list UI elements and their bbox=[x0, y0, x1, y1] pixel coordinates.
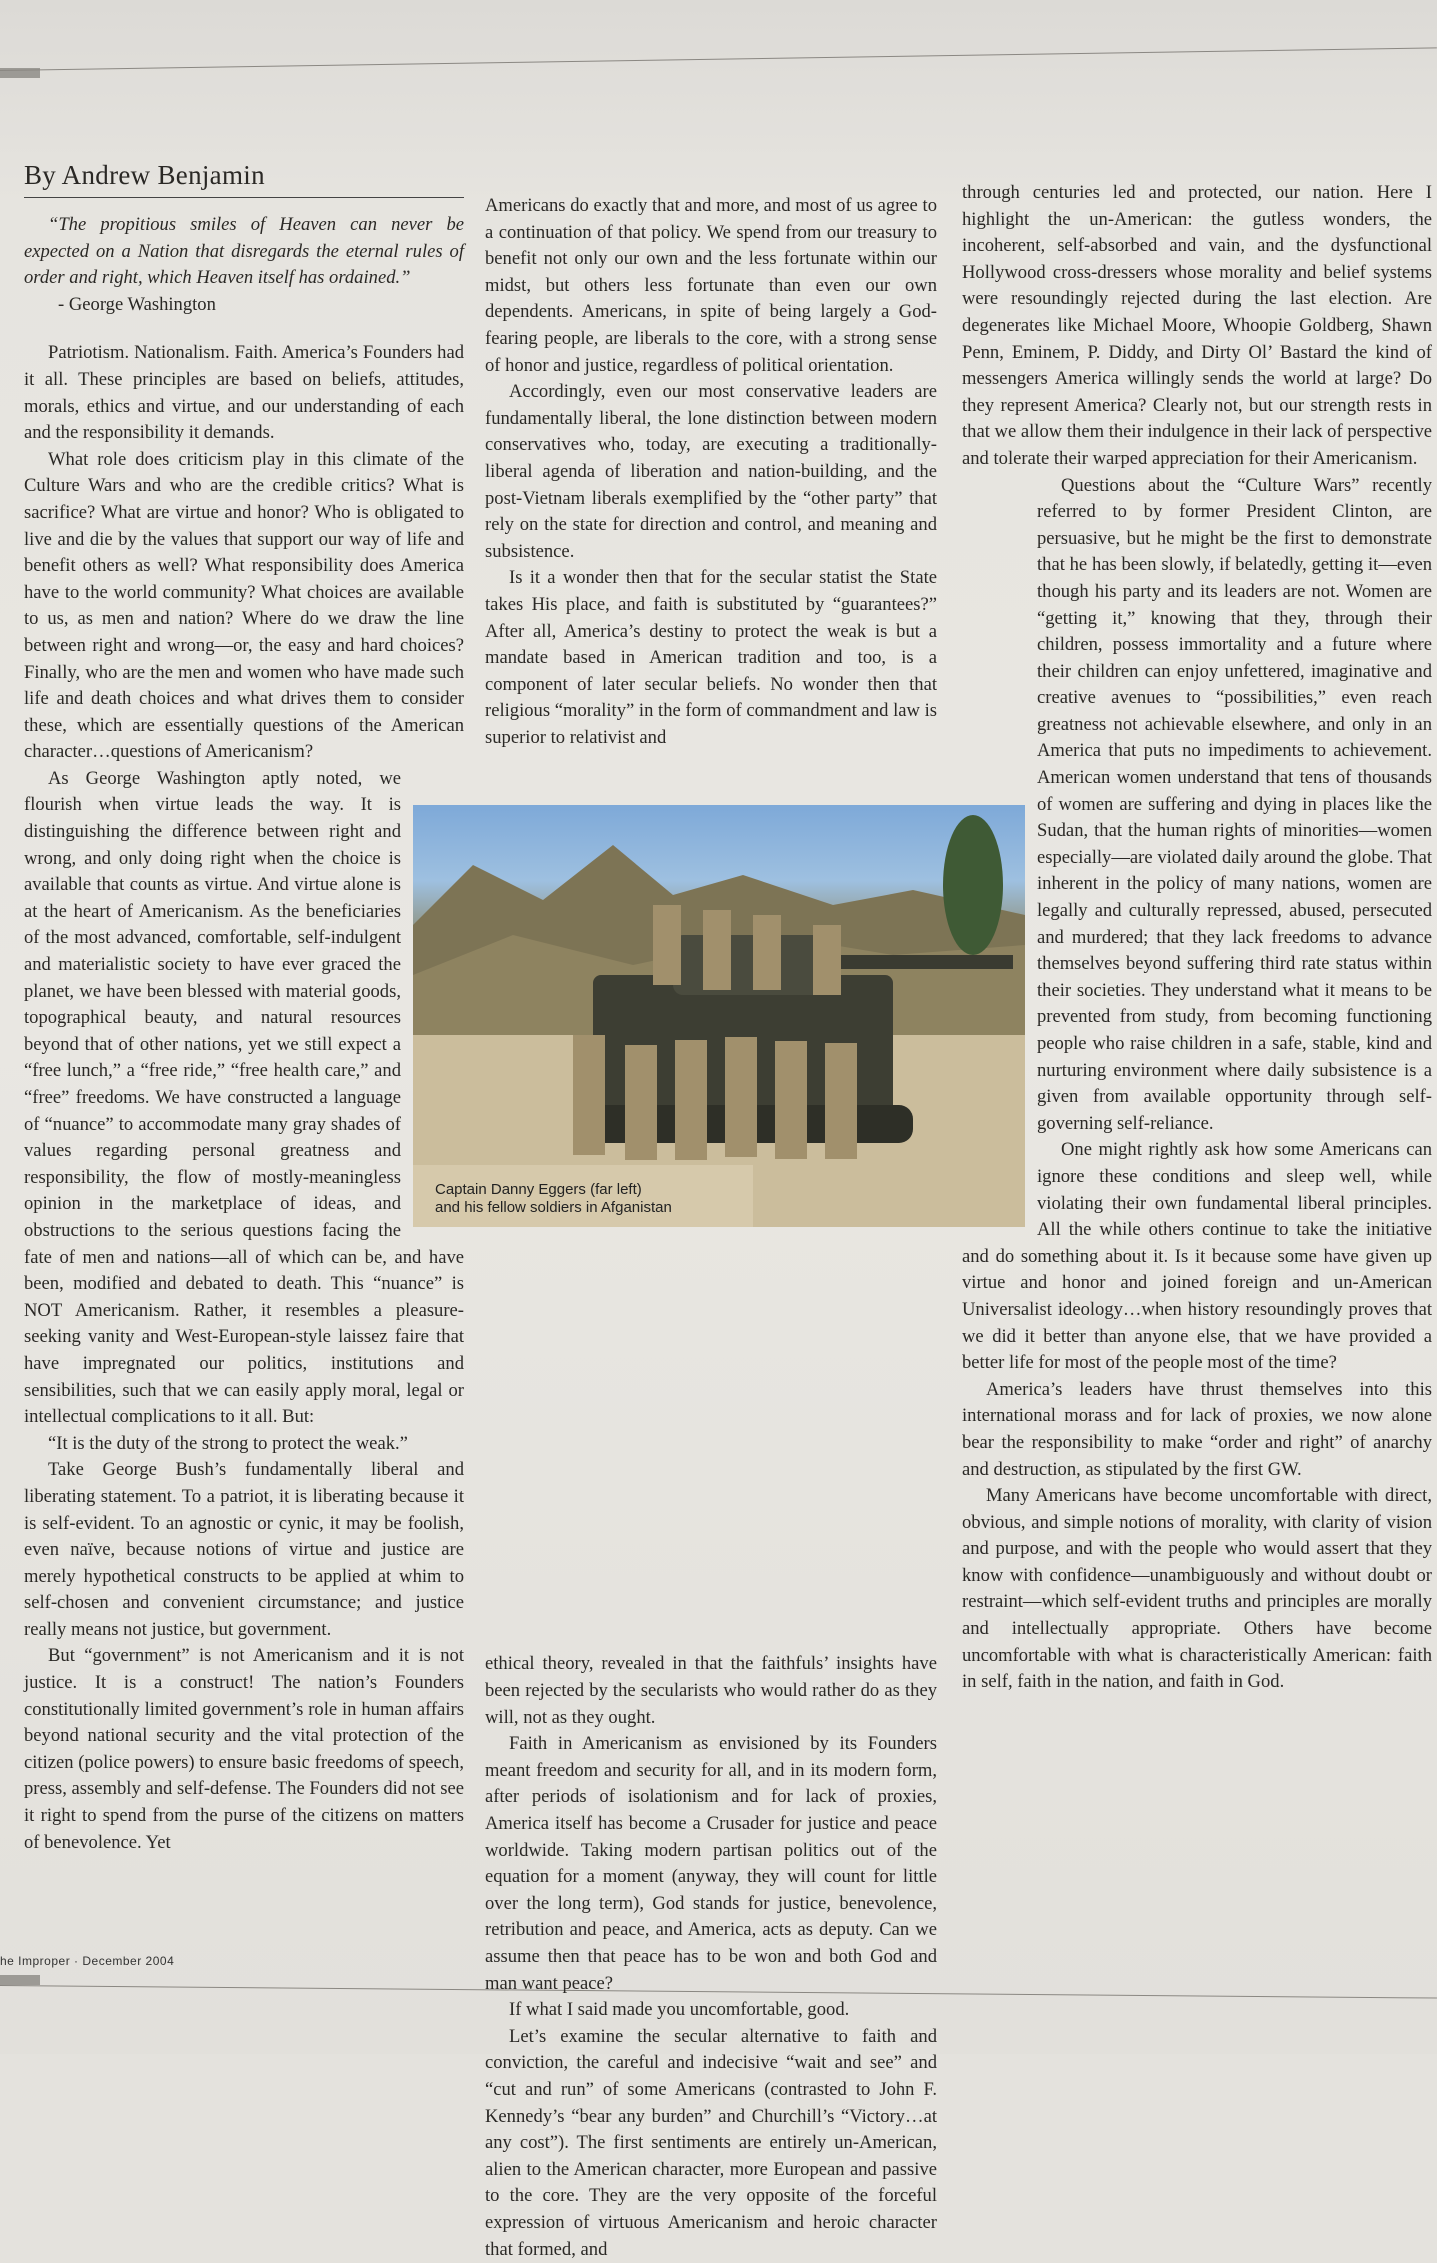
page-footer: he Improper · December 2004 bbox=[0, 1954, 175, 1968]
caption-line-2: and his fellow soldiers in Afganistan bbox=[435, 1199, 672, 1216]
byline: By Andrew Benjamin bbox=[24, 160, 464, 198]
paragraph: Accordingly, even our most conservative leaders are fundamentally liberal, the lone distinction between modern conservatives who, today, are executing a traditionally-liberal agenda of liberation and nation-building, and the post-Vietnam liberals exemplified by the “other party” that rely on the state for direction and control, and meaning and subsistence. bbox=[485, 381, 937, 562]
paragraph: Patriotism. Nationalism. Faith. America’s Founders had it all. These principles are based on beliefs, attitudes, morals, ethics and virtue, and our understanding of each and the responsibility it demands. bbox=[24, 342, 464, 444]
epigraph-attribution: - George Washington bbox=[58, 293, 216, 315]
paragraph: Americans do exactly that and more, and most of us agree to a continuation of that policy. We spend from our treasury to benefit not only our own and the less fortunate within our midst, but others less fortunate than even our own dependents. Americans, in spite of being largely a God-fearing people, are liberals to the core, with a strong sense of honor and justice, regardless of political orientation. bbox=[485, 195, 937, 376]
paragraph: Questions about the “Culture Wars” recently referred to by former President Clinton, are persuasive, but he might be the first to demonstrate that he has been slowly, if belatedly, getting it—even though his party and its leaders are not. Women are “getting it,” knowing that they, through their children, possess immortality and a future where their children can enjoy unfettered, imaginative and creative avenues to “possibilities,” even reach greatness not achievable elsewhere, and only in an America that puts no impediments to achievement. American women understand that tens of thousands of women are suffering and dying in places like the Sudan, that the human rights of minorities—women especially—are violated daily around the globe. That inherent in the policy of many nations, women are legally and culturally repressed, abused, persecuted and murdered; that they lack freedoms to advance themselves beyond suffering third rate status within their societies. They understand what it means to be prevented from study, from becoming functioning people who raise children in a safe, stable, kind and nurturing environment where daily subsistence is a given from available opportunity through self-governing self-reliance. bbox=[962, 473, 1432, 1138]
epigraph-quote: “The propitious smiles of Heaven can never be expected on a Nation that disregards the eternal rules of order and right, which Heaven itself has ordained.” bbox=[24, 214, 464, 289]
paragraph: What role does criticism play in this climate of the Culture Wars and who are the credible critics? What is sacrifice? What are virtue and honor? Who is obligated to live and die by the values that support our way of life and benefit others as well? What responsibility does America have to the world community? What choices are available to us, as men and nation? Where do we draw the line between right and wrong—or, the easy and hard choices? Finally, who are the men and women who have made such life and death choices and what drives them to consider these, which are essentially questions of the American character…questions of Americanism? bbox=[24, 448, 464, 763]
bottom-corner-mark bbox=[0, 1975, 40, 1985]
photo-illustration bbox=[413, 805, 1025, 1227]
paragraph: Many Americans have become uncomfortable with direct, obvious, and simple notions of morality, with clarity of vision and purpose, and with the people who would assert that they know with confidence—unambiguously and without doubt or restraint—which self-evident truths and principles are morally and intellectually appropriate. Others have become uncomfortable with what is characteristically American: faith in self, faith in the nation, and faith in God. bbox=[962, 1485, 1432, 1693]
photo-wrap-spacer bbox=[485, 1221, 949, 1651]
paragraph: Take George Bush’s fundamentally liberal and liberating statement. To a patriot, it is liberating because it is self-evident. To an agnostic or cynic, it may be foolish, even naïve, because notions of virtue and justice are merely hypothetical constructs to be applied at whim to self-chosen and convenient circumstance; and justice really means not justice, but government. bbox=[24, 1459, 464, 1640]
paragraph: As George Washington aptly noted, we flourish when virtue leads the way. It is distinguishing the difference between right and wrong, and only doing right when the choice is available that counts as virtue. And virtue alone is at the heart of Americanism. As the beneficiaries of the most advanced, comfortable, self-indulgent and materialistic society to have ever graced the planet, we have been blessed with material goods, topographical beauty, and natural resources beyond that of other nations, yet we still expect a “free lunch,” a “free ride,” “free health care,” and “free” freedoms. We have constructed a language of “nuance” to accommodate many gray shades of values regarding personal greatness and responsibility, the flow of mostly-meaningless opinion in the marketplace of ideas, and obstructions to the serious questions facing the fate of men and nations—all of which can be, and have been, modified and debated to death. This “nuance” is NOT Americanism. Rather, it resembles a pleasure-seeking vanity and West-European-style laissez faire that have impregnated our politics, institutions and sensibilities, such that we can easily apply moral, legal or intellectual complications to it all. But: bbox=[24, 767, 464, 1428]
paragraph: America’s leaders have thrust themselves into this international morass and for lack of proxies, we now alone bear the responsibility to make “order and right” of anarchy and destruction, as stipulated by the first GW. bbox=[962, 1378, 1432, 1480]
paragraph: “It is the duty of the strong to protect the weak.” bbox=[48, 1432, 408, 1454]
paragraph: One might rightly ask how some Americans can ignore these conditions and sleep well, while violating their own fundamental liberal principles. All the while others continue to take the initiative and do something about it. Is it because some have given up virtue and honor and joined foreign and un-American Universalist ideology…when history resoundingly proves that we did it better than anyone else, that we have provided a better life for most of the people most of the time? bbox=[962, 1139, 1432, 1374]
paragraph: ethical theory, revealed in that the faithfuls’ insights have been rejected by the secularists who would rather do as they will, not as they ought. bbox=[485, 1221, 937, 1731]
paragraph: Is it a wonder then that for the secular statist the State takes His place, and faith is substituted by “guarantees?” After all, America’s destiny to protect the weak is but a mandate based in American tradition and too, is a component of later secular beliefs. No wonder then that religious “morality” in the form of commandment and law is superior to relativist and bbox=[485, 567, 937, 748]
paragraph: Faith in Americanism as envisioned by its Founders meant freedom and security for all, and in its modern form, after periods of isolationism and for lack of proxies, America itself has become a Crusader for justice and peace worldwide. Taking modern partisan politics out of the equation for a moment (anyway, they will count for little over the long term), God stands for justice, benevolence, retribution and peace, and America, acts as deputy. Can we assume then that peace has to be won and both God and man want peace? bbox=[485, 1733, 937, 1994]
paragraph: Let’s examine the secular alternative to faith and conviction, the careful and indecisive “wait and see” and “cut and run” of some Americans (contrasted to John F. Kennedy’s “bear any burden” and Churchill’s “Victory…at any cost”). The first sentiments are entirely un-American, alien to the American character, more European and passive to the core. They are the very opposite of the forceful expression of virtuous Americanism and heroic character that formed, and bbox=[485, 2025, 937, 2260]
paragraph: through centuries led and protected, our nation. Here I highlight the un-American: the gutless wonders, the incoherent, self-absorbed and vain, and the dysfunctional Hollywood cross-dressers whose morality and belief systems were resoundingly rejected during the last election. Are degenerates like Michael Moore, Whoopie Goldberg, Shawn Penn, Eminem, P. Diddy, and Dirty Ol’ Bastard the kind of messengers America willingly sends the world at large? Do they represent America? Clearly not, but our strength rests in that we allow them their indulgence in their lack of perspective and tolerate their warped appreciation for their Americanism. bbox=[962, 182, 1432, 469]
paragraph: But “government” is not Americanism and it is not justice. It is a construct! The nation’s Founders constitutionally limited government’s role in human affairs beyond national security and the vital protection of the citizen (police powers) to ensure basic freedoms of speech, press, assembly and self-defense. The Founders did not see it right to spend from the purse of the citizens on matters of benevolence. Yet bbox=[24, 1645, 464, 1853]
paragraph: If what I said made you uncomfortable, good. bbox=[509, 1999, 850, 2021]
soldiers-photo bbox=[413, 805, 1025, 1227]
column-2 bbox=[485, 193, 937, 2263]
column-1 bbox=[24, 212, 464, 1856]
caption-line-1: Captain Danny Eggers (far left) bbox=[435, 1181, 642, 1198]
top-rule bbox=[0, 47, 1437, 71]
column-3 bbox=[962, 180, 1432, 1696]
photo-caption bbox=[435, 1181, 735, 1217]
